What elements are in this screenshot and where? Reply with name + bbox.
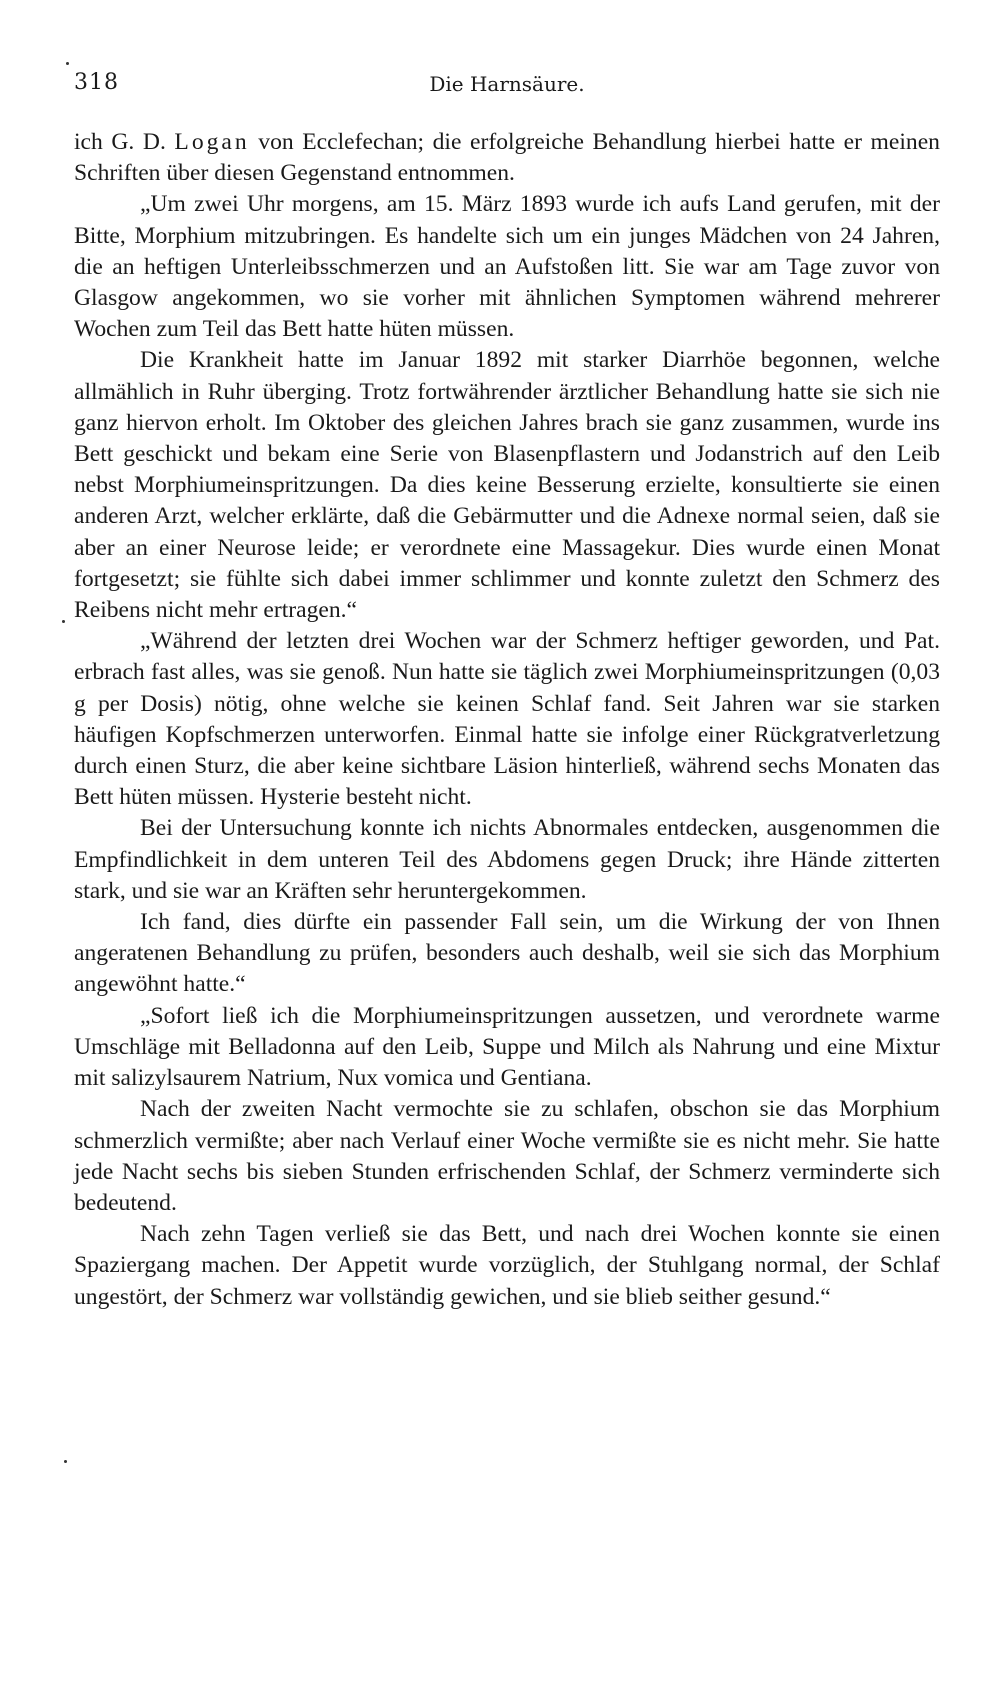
- paragraph: Nach zehn Tagen verließ sie das Bett, und nach drei Wochen konnte sie einen Spaziergang machen. Der Appetit wurde vorzüglich, der Stuhlgang normal, der Schlaf ungestört, der Schmerz war vollständig gewichen, und sie blieb seither gesund.“: [74, 1221, 940, 1310]
- paragraph-text: ich G. D.: [74, 129, 166, 155]
- page-header: [74, 70, 940, 106]
- paragraph: Die Krankheit hatte im Januar 1892 mit starker Diarrhöe begonnen, welche allmählich in Ruhr überging. Trotz fortwährender ärztlicher Behandlung hatte sie sich nie ganz hiervon erholt. Im Oktober des gleichen Jahres brach sie ganz zusammen, wurde ins Bett geschickt und bekam eine Serie von Blasenpflastern und Jodanstrich auf den Leib nebst Morphiumeinspritzungen. Da dies keine Besserung erzielte, konsultierte sie einen anderen Arzt, welcher erklärte, daß die Gebärmutter und die Adnexe normal seien, daß sie aber an einer Neurose leide; er verordnete eine Massagekur. Dies wurde einen Monat fortgesetzt; sie fühlte sich dabei immer schlimmer und konnte zuletzt den Schmerz des Reibens nicht mehr ertragen.“: [74, 347, 940, 624]
- body-text: [74, 127, 940, 1313]
- paragraph-text: von Ecclefechan; die erfolgreiche Behandlung hierbei hatte er meinen Schriften über diesen Gegenstand entnommen.: [74, 129, 940, 187]
- print-speck: [66, 62, 69, 65]
- print-speck: [64, 1460, 67, 1463]
- paragraph: Bei der Untersuchung konnte ich nichts Abnormales entdecken, ausgenommen die Empfindlichkeit in dem unteren Teil des Abdomens gegen Druck; ihre Hände zitterten stark, und sie war an Kräften sehr heruntergekommen.: [74, 815, 940, 904]
- paragraph: „Während der letzten drei Wochen war der Schmerz heftiger geworden, und Pat. erbrach fast alles, was sie genoß. Nun hatte sie täglich zwei Morphiumeinspritzungen (0,03 g per Dosis) nötig, ohne welche sie keinen Schlaf fand. Seit Jahren war sie starken häufigen Kopfschmerzen unterworfen. Einmal hatte sie infolge einer Rückgratverletzung durch einen Sturz, die aber keine sichtbare Läsion hinterließ, während sechs Monaten das Bett hüten müssen. Hysterie besteht nicht.: [74, 628, 940, 811]
- paragraph: „Um zwei Uhr morgens, am 15. März 1893 wurde ich aufs Land gerufen, mit der Bitte, Morphium mitzubringen. Es handelte sich um ein junges Mädchen von 24 Jahren, die an heftigen Unterleibsschmerzen und an Aufstoßen litt. Sie war am Tage zuvor von Glasgow angekommen, wo sie vorher mit ähnlichen Symptomen während mehrerer Wochen zum Teil das Bett hatte hüten müssen.: [74, 191, 940, 343]
- page-number: 318: [74, 70, 119, 95]
- paragraph-continued: [74, 127, 940, 189]
- print-speck: [62, 620, 65, 623]
- running-title: Die Harnsäure.: [429, 72, 585, 96]
- spaced-name: Logan: [174, 129, 250, 155]
- paragraph: Ich fand, dies dürfte ein passender Fall sein, um die Wirkung der von Ihnen angeratenen Behandlung zu prüfen, besonders auch deshalb, weil sie sich das Morphium angewöhnt hatte.“: [74, 909, 940, 998]
- paragraph: „Sofort ließ ich die Morphiumeinspritzungen aussetzen, und verordnete warme Umschläge mit Belladonna auf den Leib, Suppe und Milch als Nahrung und eine Mixtur mit salizylsaurem Natrium, Nux vomica und Gentiana.: [74, 1002, 940, 1092]
- paragraph: Nach der zweiten Nacht vermochte sie zu schlafen, obschon sie das Morphium schmerzlich vermißte; aber nach Verlauf einer Woche vermißte sie es nicht mehr. Sie hatte jede Nacht sechs bis sieben Stunden erfrischenden Schlaf, der Schmerz verminderte sich bedeutend.: [74, 1096, 940, 1216]
